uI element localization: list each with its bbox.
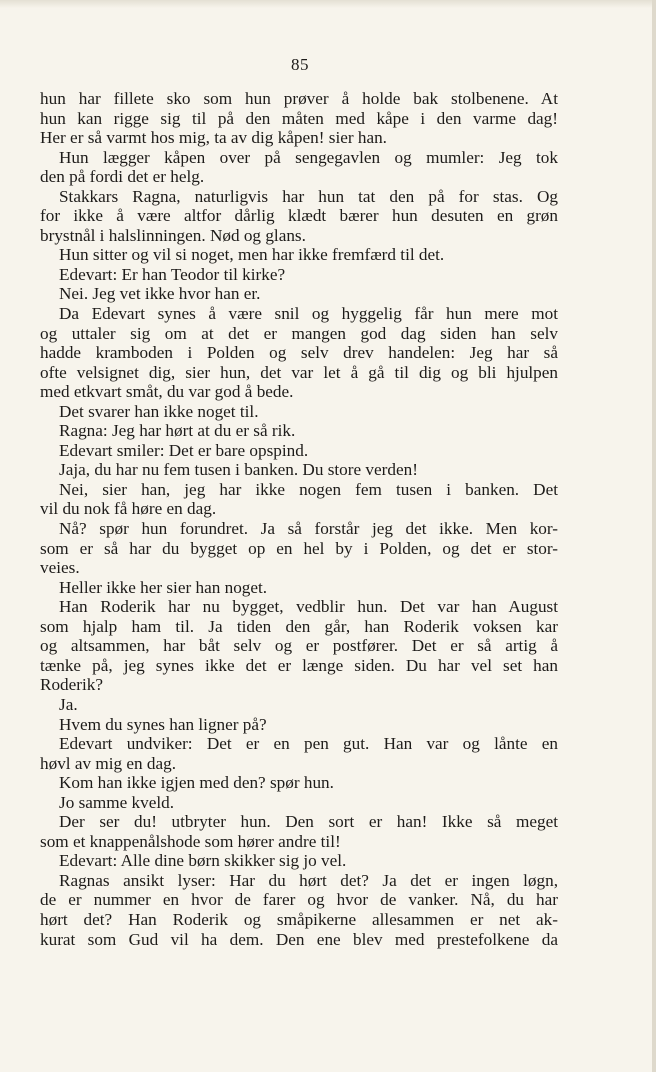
text-line: Nei. Jeg vet ikke hvor han er. (59, 284, 261, 304)
text-line: for ikke å være altfor dårlig klædt bærer hun desuten en grøn (40, 206, 558, 226)
text-line: Hun lægger kåpen over på sengegavlen og mumler: Jeg tok (59, 147, 558, 167)
text-line: vil du nok få høre en dag. (40, 499, 217, 519)
text-line: som et knappenålshode som hører andre til! (40, 831, 341, 851)
text-line: hun har fillete sko som hun prøver å holde bak stolbenene. At (40, 89, 558, 108)
text-line: som hjalp ham til. Ja tiden den går, han Roderik voksen kar (40, 616, 558, 636)
text-line: Her er så varmt hos mig, ta av dig kåpen! sier han. (40, 128, 387, 148)
text-line: Stakkars Ragna, naturligvis har hun tat den på for stas. Og (59, 186, 558, 206)
text-line: brystnål i halslinningen. Nød og glans. (40, 225, 306, 245)
page-right-edge (652, 0, 656, 1072)
text-line: Edevart: Alle dine børn skikker sig jo vel. (59, 851, 347, 871)
text-line: tænke på, jeg synes ikke det er længe siden. Du har vel set han (40, 655, 558, 675)
text-line: som er så har du bygget op en hel by i Polden, og det er stor- (40, 538, 558, 558)
text-line: og altsammen, har båt selv og er postfører. Det er så artig å (40, 636, 558, 656)
text-line: hun kan rigge sig til på den måten med kåpe i den varme dag! (40, 108, 558, 128)
text-line: hørt det? Han Roderik og småpikerne allesammen er net ak- (40, 909, 558, 929)
text-line: Jaja, du har nu fem tusen i banken. Du store verden! (59, 460, 418, 480)
text-line: Ragna: Jeg har hørt at du er så rik. (59, 421, 296, 441)
text-line: kurat som Gud vil ha dem. Den ene blev med prestefolkene da (40, 929, 558, 949)
text-line: Der ser du! utbryter hun. Den sort er han! Ikke så meget (59, 812, 558, 832)
text-line: Ragnas ansikt lyser: Har du hørt det? Ja det er ingen løgn, (59, 870, 558, 890)
text-line: de er nummer en hvor de farer og hvor de vanker. Nå, du har (40, 890, 558, 910)
page-number: 85 (291, 55, 309, 74)
text-line: Jo samme kveld. (59, 792, 175, 812)
text-line: ofte velsignet dig, sier hun, det var let å gå til dig og bli hjulpen (40, 362, 558, 382)
page-top-edge (0, 0, 656, 8)
text-line: Hvem du synes han ligner på? (59, 714, 267, 734)
text-line: Kom han ikke igjen med den? spør hun. (59, 773, 334, 793)
text-line: Hun sitter og vil si noget, men har ikke fremfærd til det. (59, 245, 445, 265)
text-line: Nå? spør hun forundret. Ja så forstår jeg det ikke. Men kor- (59, 519, 558, 539)
text-line: Edevart undviker: Det er en pen gut. Han var og lånte en (59, 734, 558, 754)
text-line: den på fordi det er helg. (40, 167, 205, 187)
text-line: Edevart: Er han Teodor til kirke? (59, 264, 286, 284)
text-line: Edevart smiler: Det er bare opspind. (59, 440, 309, 460)
text-line: med etkvart småt, du var god å bede. (40, 382, 294, 402)
text-line: Da Edevart synes å være snil og hyggelig får hun mere mot (59, 304, 558, 324)
body-text (40, 89, 558, 949)
text-line: høvl av mig en dag. (40, 753, 177, 773)
text-line: Han Roderik har nu bygget, vedblir hun. Det var han August (59, 597, 558, 617)
text-line: veies. (40, 558, 80, 578)
text-line: Det svarer han ikke noget til. (59, 401, 259, 421)
text-line: Ja. (59, 694, 78, 714)
text-line: Roderik? (40, 675, 104, 695)
text-line: Nei, sier han, jeg har ikke nogen fem tusen i banken. Det (59, 479, 558, 499)
text-line: og uttaler sig om at det er mangen god dag siden han selv (40, 323, 558, 343)
text-line: Heller ikke her sier han noget. (59, 577, 268, 597)
text-line: hadde kramboden i Polden og selv drev handelen: Jeg har så (40, 343, 558, 363)
